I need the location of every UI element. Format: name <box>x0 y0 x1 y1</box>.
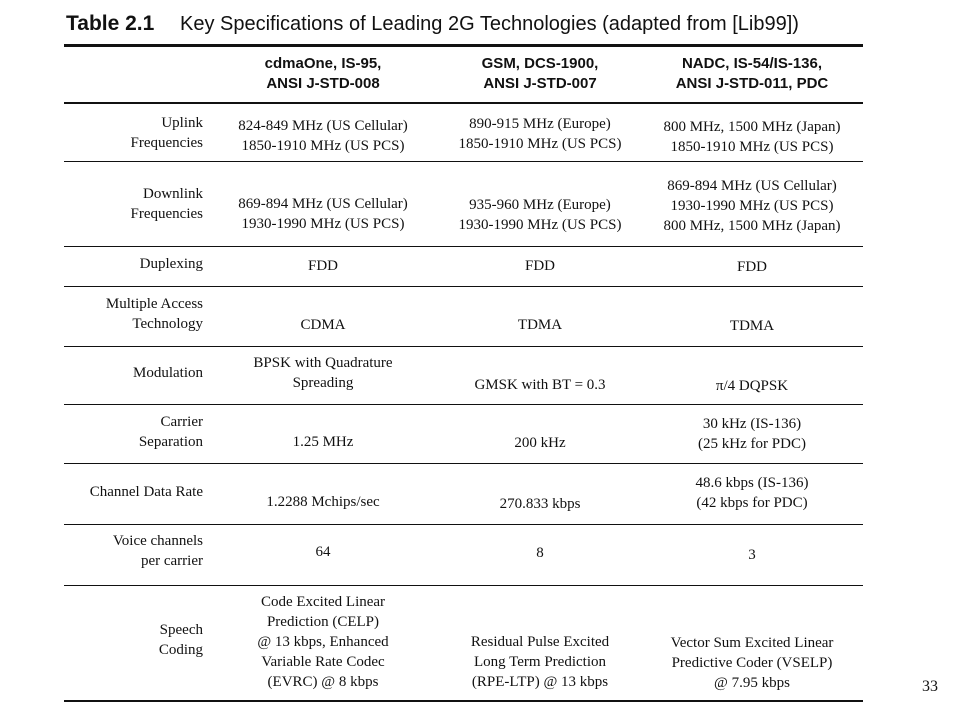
header-rule <box>64 102 863 104</box>
table-cell: 48.6 kbps (IS-136) (42 kbps for PDC) <box>695 475 809 511</box>
table-cell: Code Excited Linear Prediction (CELP) @ 13 kbps, Enhanced Variable Rate Codec (EVRC) @ 8 kbps <box>257 594 389 690</box>
table-cell: BPSK with Quadrature Spreading <box>253 355 393 391</box>
row-divider <box>64 161 863 162</box>
table-cell: TDMA <box>517 317 563 333</box>
table-number-label: Table 2.1 <box>66 12 155 35</box>
table-caption <box>64 8 864 44</box>
bottom-rule <box>64 700 863 702</box>
table-cell: 64 <box>315 544 331 560</box>
row-label-duplexing: Duplexing <box>139 256 203 272</box>
table-cell: Residual Pulse Excited Long Term Prediction (RPE-LTP) @ 13 kbps <box>470 634 610 690</box>
row-label-downlink-frequencies: Downlink Frequencies <box>130 186 203 222</box>
table-cell: 8 <box>536 545 544 561</box>
column-header-gsm: GSM, DCS-1900, ANSI J-STD-007 <box>481 55 599 92</box>
table-cell: 1.25 MHz <box>292 434 354 450</box>
row-label-speech-coding: Speech Coding <box>158 622 203 658</box>
row-divider <box>64 404 863 405</box>
row-label-voice-channels: Voice channels per carrier <box>112 533 203 569</box>
table-cell: 270.833 kbps <box>499 496 581 512</box>
table-cell: FDD <box>736 259 767 275</box>
column-header-nadc: NADC, IS-54/IS-136, ANSI J-STD-011, PDC <box>675 55 829 92</box>
table-cell: 1.2288 Mchips/sec <box>266 494 380 510</box>
table-cell: TDMA <box>729 318 775 334</box>
row-divider <box>64 585 863 586</box>
table-cell: 869-894 MHz (US Cellular) 1930-1990 MHz (US PCS) 800 MHz, 1500 MHz (Japan) <box>663 178 841 234</box>
row-divider <box>64 463 863 464</box>
table-cell: 869-894 MHz (US Cellular) 1930-1990 MHz (US PCS) <box>238 196 408 232</box>
table-cell: 824-849 MHz (US Cellular) 1850-1910 MHz (US PCS) <box>238 118 408 154</box>
table-cell: Vector Sum Excited Linear Predictive Coder (VSELP) @ 7.95 kbps <box>670 635 834 691</box>
table-cell: GMSK with BT = 0.3 <box>474 377 606 393</box>
table-cell: 935-960 MHz (Europe) 1930-1990 MHz (US PCS) <box>458 197 622 233</box>
table-cell: 890-915 MHz (Europe) 1850-1910 MHz (US PCS) <box>458 116 622 152</box>
row-label-channel-data-rate: Channel Data Rate <box>89 484 203 500</box>
table-cell: π/4 DQPSK <box>715 378 789 394</box>
row-divider <box>64 346 863 347</box>
row-divider <box>64 524 863 525</box>
table-cell: 3 <box>748 547 756 563</box>
column-header-cdmaone: cdmaOne, IS-95, ANSI J-STD-008 <box>264 55 382 92</box>
table-cell: 200 kHz <box>514 435 566 451</box>
page-number: 33 <box>922 678 938 695</box>
row-label-carrier-separation: Carrier Separation <box>138 414 203 450</box>
table-cell: 30 kHz (IS-136) (25 kHz for PDC) <box>698 416 806 452</box>
row-divider <box>64 286 863 287</box>
table-cell: FDD <box>307 258 338 274</box>
table-cell: FDD <box>524 258 555 274</box>
table-cell: CDMA <box>300 317 346 333</box>
table-title: Key Specifications of Leading 2G Technologies (adapted from [Lib99]) <box>180 13 799 35</box>
top-rule <box>64 44 863 47</box>
row-divider <box>64 246 863 247</box>
table-cell: 800 MHz, 1500 MHz (Japan) 1850-1910 MHz (US PCS) <box>663 119 841 155</box>
row-label-multiple-access: Multiple Access Technology <box>105 296 203 332</box>
row-label-uplink-frequencies: Uplink Frequencies <box>130 115 203 151</box>
row-label-modulation: Modulation <box>133 365 203 381</box>
